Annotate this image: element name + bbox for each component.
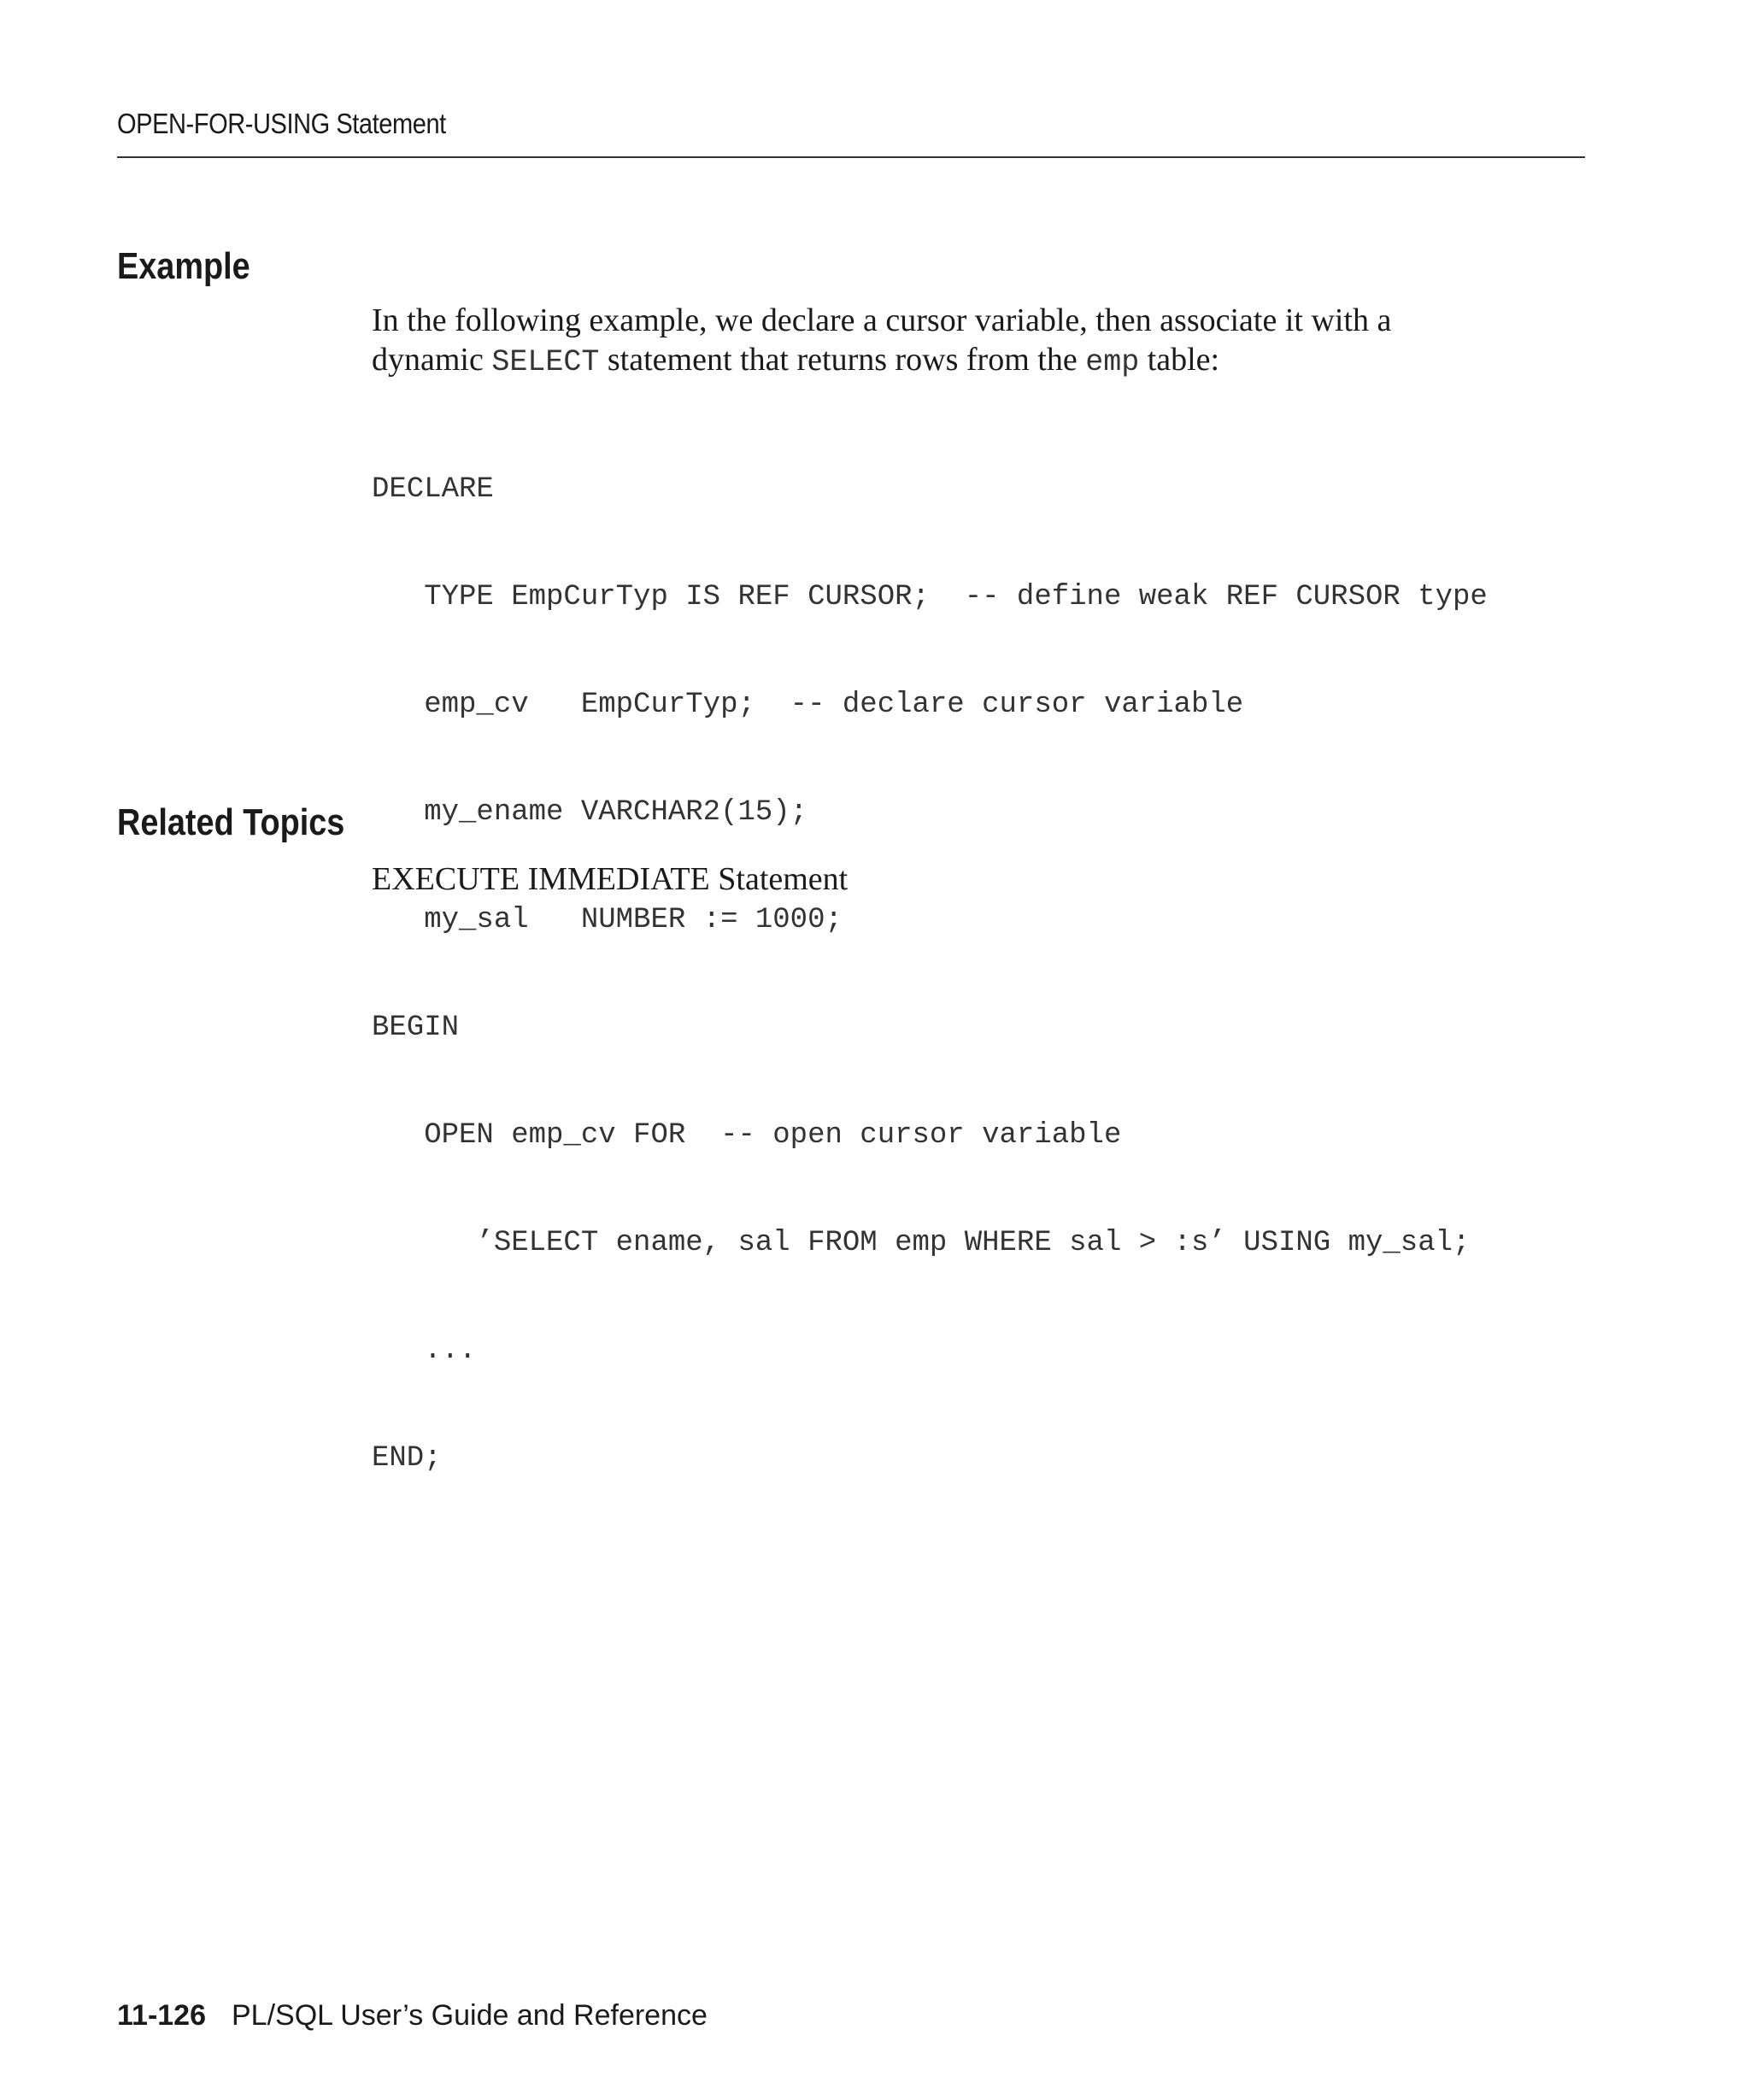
code-line: DECLARE <box>372 473 494 506</box>
code-line: my_sal NUMBER := 1000; <box>372 904 843 936</box>
code-line: emp_cv EmpCurTyp; -- declare cursor variable <box>372 689 1244 721</box>
code-line: BEGIN <box>372 1012 460 1044</box>
example-intro-line2-before: dynamic <box>372 342 492 378</box>
example-intro-line2-after: table: <box>1139 342 1220 378</box>
example-intro-line2-middle: statement that returns rows from the <box>599 342 1086 378</box>
code-line: my_ename VARCHAR2(15); <box>372 796 808 829</box>
example-intro-line1: In the following example, we declare a cursor variable, then associate it with a <box>372 302 1392 338</box>
code-example <box>372 400 1488 1512</box>
header-rule <box>117 156 1585 158</box>
page-footer <box>117 1999 708 2033</box>
related-topic-link[interactable]: EXECUTE IMMEDIATE Statement <box>372 861 849 897</box>
code-line: ’SELECT ename, sal FROM emp WHERE sal > :s’ USING my_sal; <box>372 1227 1471 1259</box>
running-header: OPEN-FOR-USING Statement <box>117 108 446 139</box>
example-intro <box>372 301 1391 382</box>
example-heading: Example <box>117 245 250 287</box>
code-line: TYPE EmpCurTyp IS REF CURSOR; -- define weak REF CURSOR type <box>372 581 1488 613</box>
code-line: OPEN emp_cv FOR -- open cursor variable <box>372 1119 1122 1152</box>
page-number: 11-126 <box>117 1999 206 2032</box>
code-line: ... <box>372 1334 477 1367</box>
inline-code-select: SELECT <box>491 345 600 379</box>
book-title: PL/SQL User’s Guide and Reference <box>232 1999 708 2032</box>
related-topics-heading: Related Topics <box>117 801 345 843</box>
inline-code-emp: emp <box>1085 345 1140 379</box>
code-line: END; <box>372 1442 442 1475</box>
